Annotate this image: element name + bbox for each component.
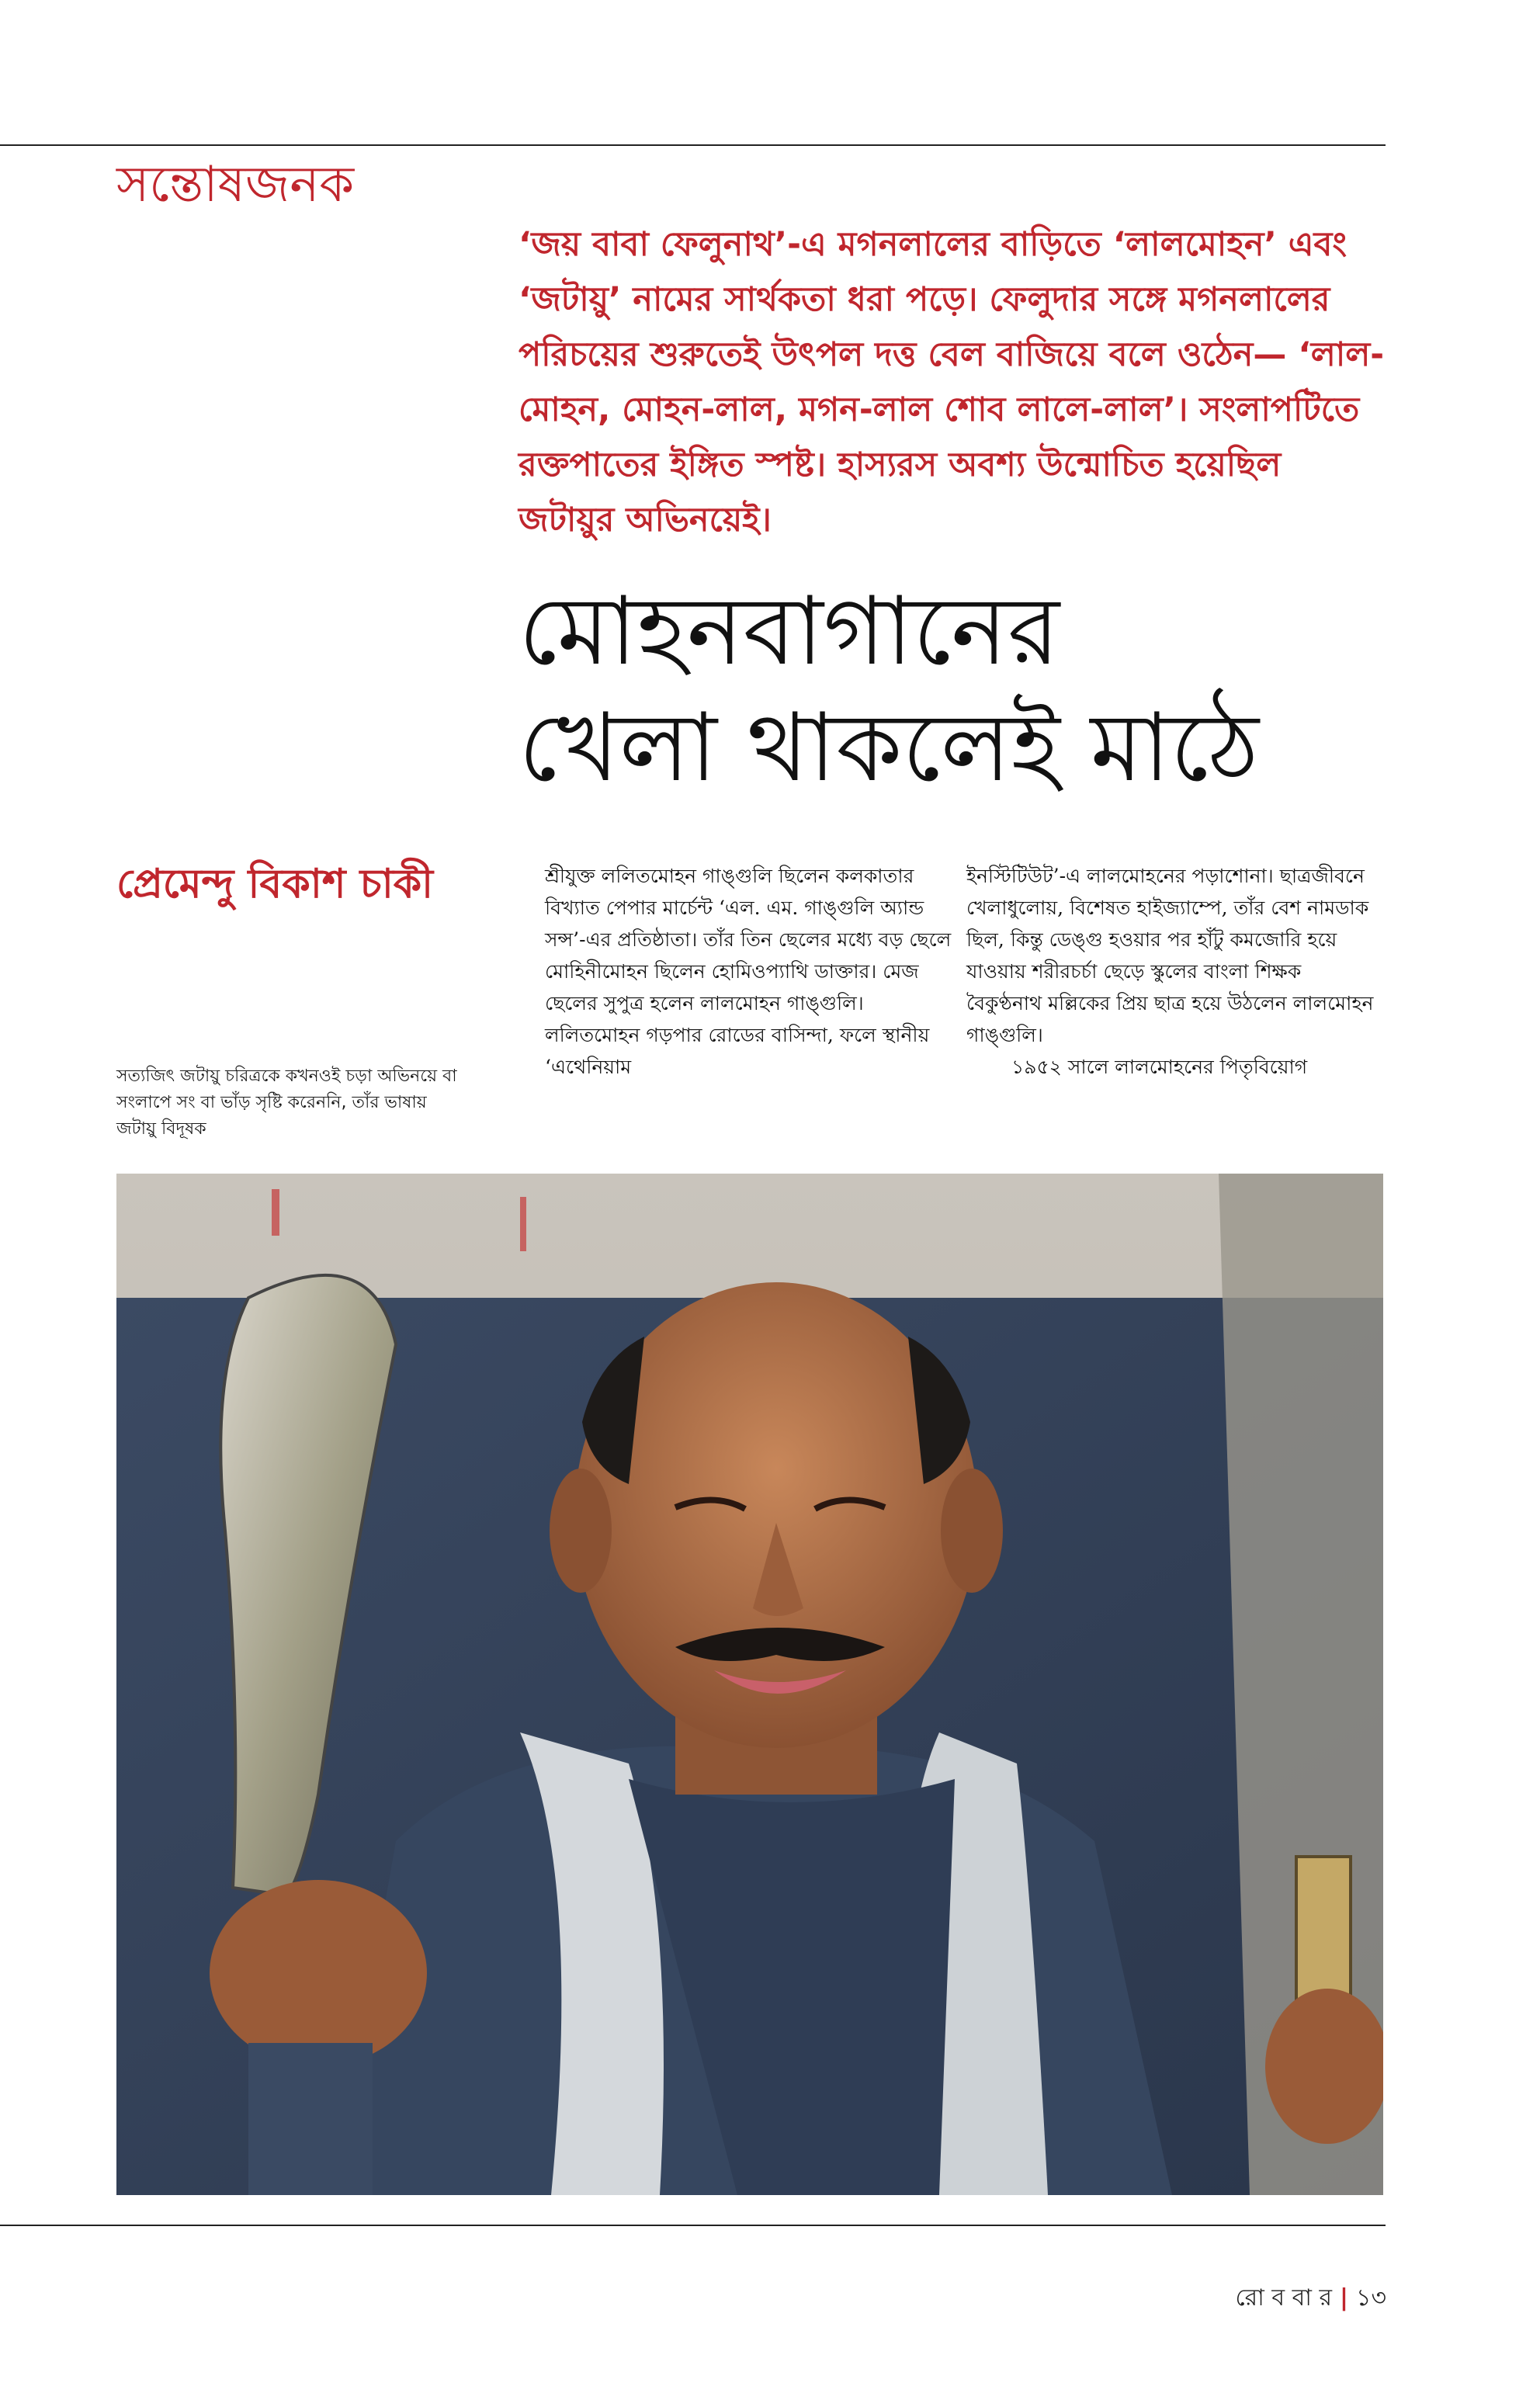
headline-line-1: মোহনবাগানের	[519, 576, 1060, 686]
section-label: সন্তোষজনক	[116, 156, 355, 213]
body-paragraph: ১৯৫২ সালে লালমোহনের পিতৃবিয়োগ	[1011, 1056, 1308, 1078]
body-column-1	[545, 860, 956, 1083]
body-paragraph: ইনস্টিটিউট’-এ লালমোহনের পড়াশোনা। ছাত্রজীবনে খেলাধুলোয়, বিশেষত হাইজ্যাম্পে, তাঁর বেশ নামডাক ছিল, কিন্তু ডেঙ্গু হওয়ার পর হাঁটু কমজোরি হয়ে যাওয়ায় শরীরচর্চা ছেড়ে স্কুলের বাংলা শিক্ষক বৈকুণ্ঠনাথ মল্লিকের প্রিয় ছাত্র হয়ে উঠলেন লালমোহন গাঙ্গুলি।	[966, 865, 1374, 1046]
photo-caption: সত্যজিৎ জটায়ু চরিত্রকে কখনওই চড়া অভিনয়ে বা সংলাপে সং বা ভাঁড় সৃষ্টি করেননি, তাঁর ভাষায় জটায়ু বিদূষক	[116, 1066, 457, 1139]
page-number: ১৩	[1356, 2284, 1386, 2311]
pull-quote: ‘জয় বাবা ফেলুনাথ’-এ মগনলালের বাড়িতে ‘লালমোহন’ এবং ‘জটায়ু’ নামের সার্থকতা ধরা পড়ে। ফেলুদার সঙ্গে মগনলালের পরিচয়ের শুরুতেই উৎপল দত্ত বেল বাজিয়ে বলে ওঠেন— ‘লাল-মোহন, মোহন-লাল, মগন-লাল শোব লালে-লাল’। সংলাপটিতে রক্তপাতের ইঙ্গিত স্পষ্ট। হাস্যরস অবশ্য উন্মোচিত হয়েছিল জটায়ুর অভিনয়েই।	[519, 225, 1385, 539]
bottom-rule	[0, 2225, 1386, 2226]
publication-name: রো ব বা র	[1235, 2284, 1333, 2311]
byline: প্রেমেন্দু বিকাশ চাকী	[116, 861, 434, 907]
portrait-illustration	[116, 1174, 1383, 2195]
top-rule	[0, 144, 1386, 146]
portrait-photo	[116, 1174, 1383, 2195]
body-paragraph: শ্রীযুক্ত ললিতমোহন গাঙ্গুলি ছিলেন কলকাতার বিখ্যাত পেপার মার্চেন্ট ‘এল. এম. গাঙ্গুলি অ্যান্ড সন্স’-এর প্রতিষ্ঠাতা। তাঁর তিন ছেলের মধ্যে বড় ছেলে মোহিনীমোহন ছিলেন হোমিওপ্যাথি ডাক্তার। মেজ ছেলের সুপুত্র হলেন লালমোহন গাঙ্গুলি। ললিতমোহন গড়পার রোডের বাসিন্দা, ফলে স্থানীয় ‘এথেনিয়াম	[545, 865, 952, 1078]
headline	[519, 573, 1388, 806]
body-column-2	[966, 860, 1378, 1083]
page-folio	[1235, 2279, 1386, 2318]
headline-line-2: খেলা থাকলেই মাঠে	[519, 692, 1259, 803]
folio-separator: |	[1340, 2284, 1349, 2311]
